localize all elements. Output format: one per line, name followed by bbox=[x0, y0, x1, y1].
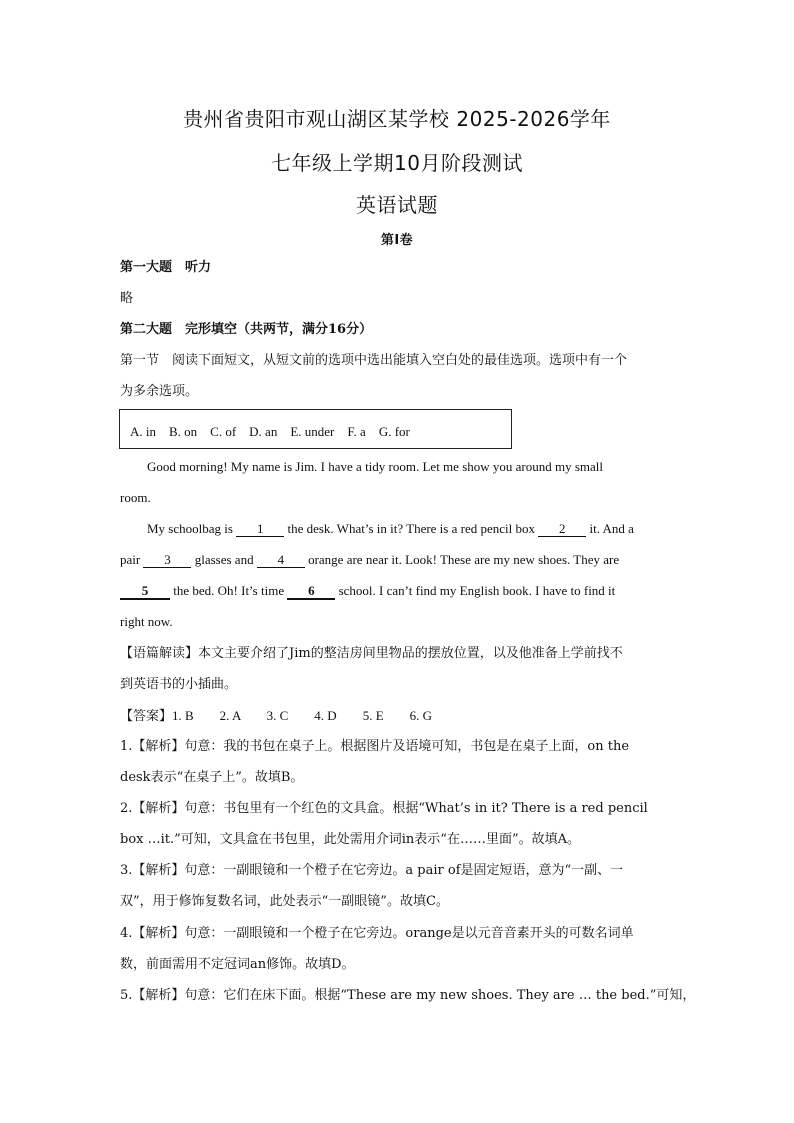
passage-text: glasses and bbox=[191, 552, 257, 567]
passage-line bbox=[120, 582, 680, 600]
passage-text: the desk. What’s in it? There is a red pencil box bbox=[284, 521, 539, 536]
answer-key bbox=[120, 707, 680, 726]
options-list: A. in B. on C. of D. an E. under F. a G. for bbox=[130, 424, 410, 439]
explanation-2-line2: box …it.”可知，文具盒在书包里，此处需用介词in表示“在……里面”。故填A。 bbox=[120, 832, 580, 847]
summary-line1: 【语篇解读】本文主要介绍了Jim的整洁房间里物品的摆放位置，以及他准备上学前找不 bbox=[120, 646, 623, 661]
explanation-4-line1: 4.【解析】句意：一副眼镜和一个橙子在它旁边。orange是以元音音素开头的可数名词单 bbox=[120, 926, 634, 941]
answer-list: 1. B 2. A 3. C 4. D 5. E 6. G bbox=[172, 708, 433, 723]
explanation-3-line2: 双”，用于修饰复数名词，此处表示“一副眼镜”。故填C。 bbox=[120, 894, 449, 909]
section1-content: 略 bbox=[120, 291, 134, 306]
answer-label: 【答案】 bbox=[120, 709, 173, 724]
passage-line bbox=[120, 551, 680, 569]
exam-subject-title: 英语试题 bbox=[356, 193, 438, 217]
passage-text: orange are near it. Look! These are my new shoes. They are bbox=[304, 552, 620, 567]
exam-title-line1: 贵州省贵阳市观山湖区某学校 2025-2026学年 bbox=[183, 107, 611, 131]
explanation-5-line1: 5.【解析】句意：它们在床下面。根据“These are my new shoes. They are … the bed.”可知， bbox=[120, 988, 696, 1003]
blank-2: 2 bbox=[538, 522, 586, 537]
passage-text: pair bbox=[120, 552, 144, 567]
passage-line: right now. bbox=[120, 614, 173, 629]
summary-line2: 到英语书的小插曲。 bbox=[120, 677, 238, 692]
passage-line: Good morning! My name is Jim. I have a tidy room. Let me show you around my small bbox=[147, 459, 604, 474]
blank-4: 4 bbox=[257, 553, 305, 568]
passage-text: the bed. Oh! It’s time bbox=[170, 583, 288, 598]
options-box bbox=[119, 409, 512, 449]
explanation-2-line1: 2.【解析】句意：书包里有一个红色的文具盒。根据“What’s in it? There is a red pencil bbox=[120, 801, 648, 816]
blank-3: 3 bbox=[143, 553, 191, 568]
blank-1: 1 bbox=[236, 522, 284, 537]
volume-label: 第Ⅰ卷 bbox=[380, 233, 414, 248]
explanation-1-line2: desk表示“在桌子上”。故填B。 bbox=[120, 770, 304, 785]
blank-6: 6 bbox=[287, 584, 335, 600]
passage-text: My schoolbag is bbox=[147, 521, 237, 536]
explanation-4-line2: 数，前面需用不定冠词an修饰。故填D。 bbox=[120, 957, 355, 972]
explanation-1-line1: 1.【解析】句意：我的书包在桌子上。根据图片及语境可知，书包是在桌子上面，on the bbox=[120, 739, 630, 754]
passage-line bbox=[147, 520, 680, 538]
passage-text: school. I can’t find my English book. I have to find it bbox=[335, 583, 616, 598]
passage-text: it. And a bbox=[586, 521, 634, 536]
passage-line: room. bbox=[120, 490, 151, 505]
instruction-line2: 为多余选项。 bbox=[120, 384, 199, 399]
section2-heading: 第二大题 完形填空（共两节，满分16分） bbox=[120, 322, 373, 337]
instruction-line1: 第一节 阅读下面短文，从短文前的选项中选出能填入空白处的最佳选项。选项中有一个 bbox=[120, 353, 628, 368]
blank-5: 5 bbox=[120, 584, 170, 600]
explanation-3-line1: 3.【解析】句意：一副眼镜和一个橙子在它旁边。a pair of是固定短语，意为“一副、一 bbox=[120, 863, 624, 878]
section1-heading: 第一大题 听力 bbox=[120, 260, 212, 275]
exam-title-line2: 七年级上学期10月阶段测试 bbox=[271, 151, 523, 175]
